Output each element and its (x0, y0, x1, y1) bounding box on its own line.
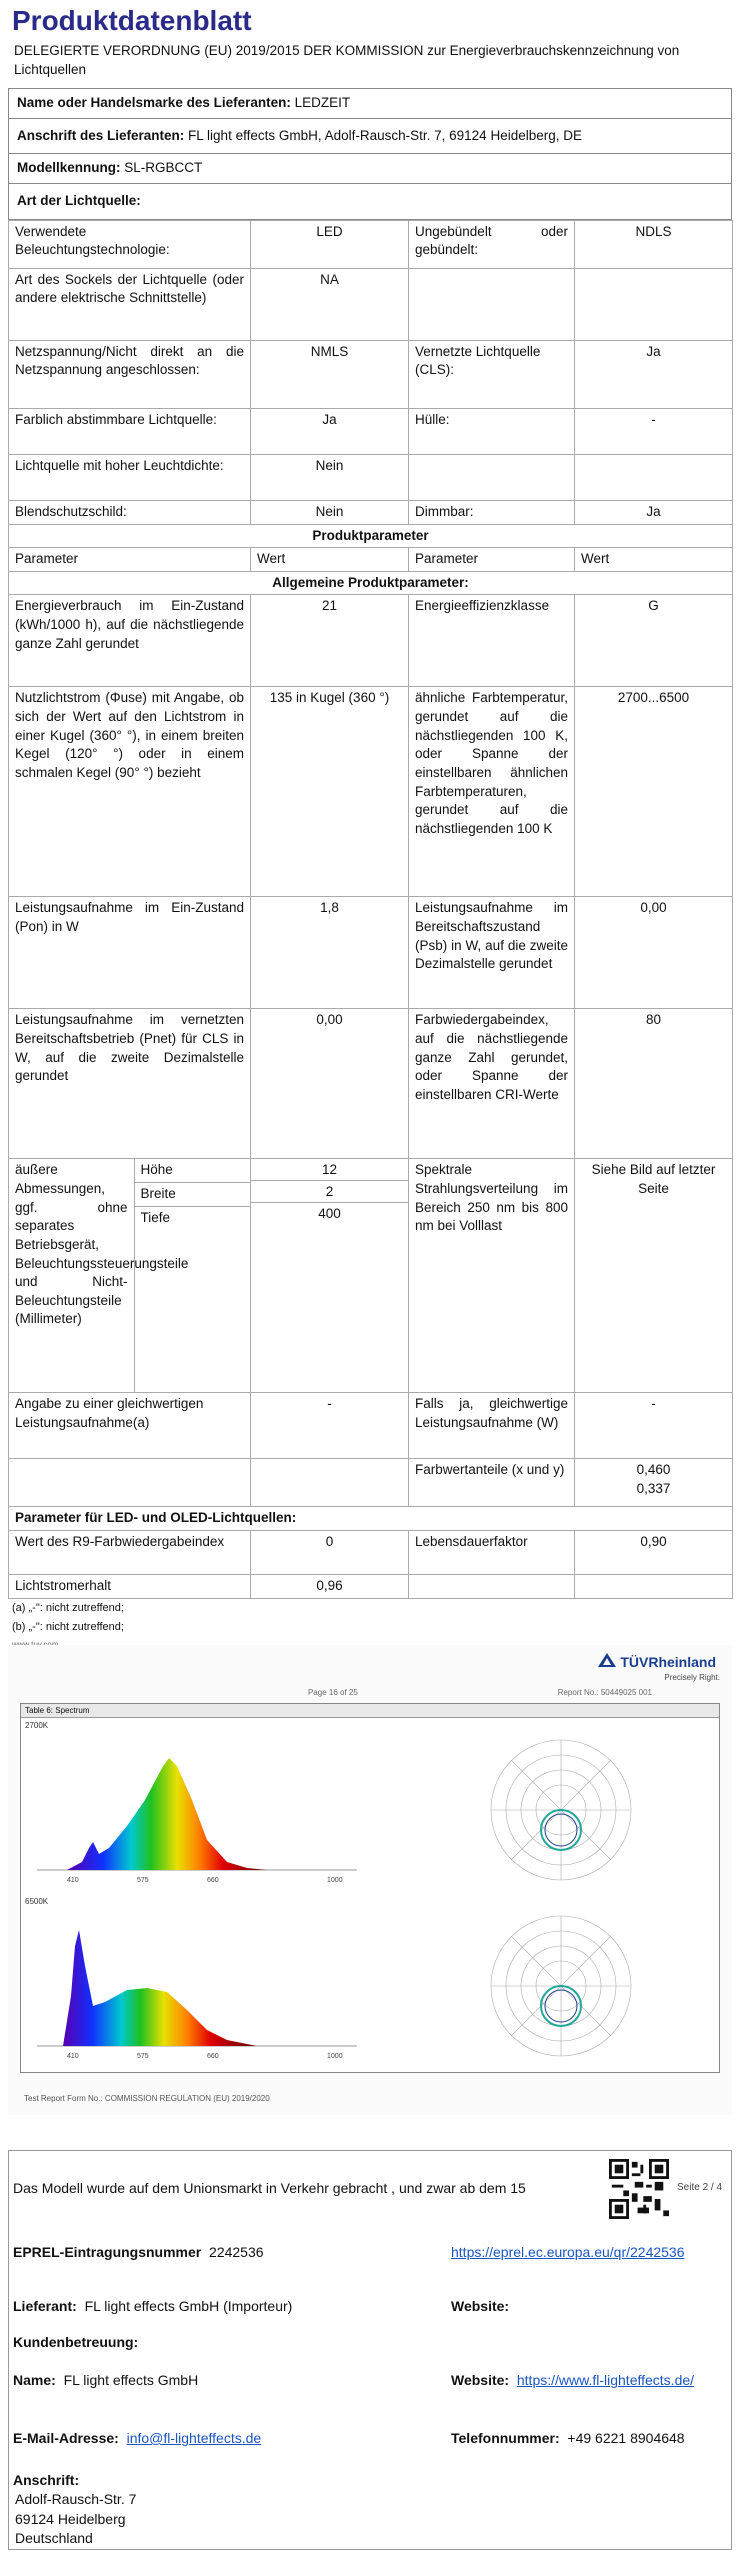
address-line-2: 69124 Heidelberg (15, 2510, 126, 2527)
section-heading: Produktparameter (9, 524, 733, 548)
cell-label: Hülle: (409, 408, 575, 454)
cell-value: G (575, 595, 733, 687)
cell-value: - (251, 1393, 409, 1459)
cell-value: Siehe Bild auf letzter Seite (575, 1159, 733, 1393)
page-subtitle: DELEGIERTE VERORDNUNG (EU) 2019/2015 DER KOMMISSION zur Energieverbrauchskennzeichnung von Lichtquellen (14, 43, 680, 77)
cell-label (409, 454, 575, 500)
dimensions-table (9, 1159, 251, 1392)
table-row (9, 1530, 733, 1574)
column-header: Wert (251, 548, 409, 572)
cell-label: Lebensdauerfaktor (409, 1530, 575, 1574)
cell-empty (575, 1574, 733, 1598)
table-row (9, 897, 733, 1009)
website2-link[interactable]: https://www.fl-lighteffects.de/ (516, 2372, 695, 2388)
cell-empty (251, 1459, 409, 1507)
website-line (451, 2297, 509, 2316)
spectrum-title: Table 6: Spectrum (21, 1704, 719, 1718)
cell-value: Nein (251, 500, 409, 524)
report-footer: Test Report Form No.: COMMISSION REGULATION (EU) 2019/2020 (24, 2094, 270, 2103)
cell-value: NA (251, 268, 409, 340)
height-label: Höhe (134, 1159, 251, 1182)
cell-value: 0,00 (575, 897, 733, 1009)
table-row (9, 524, 733, 548)
spectrum-chart-6500k (27, 1906, 367, 2068)
light-source-section (8, 184, 732, 220)
column-header: Parameter (9, 548, 251, 572)
cell-value: Ja (575, 340, 733, 408)
cell-empty (409, 1574, 575, 1598)
cell-label: Farbwertanteile (x und y) (409, 1459, 575, 1507)
report-page: Page 16 of 25 (308, 1688, 358, 1697)
table-row (9, 687, 733, 897)
cell-value: 1,8 (251, 897, 409, 1009)
table-row (9, 595, 733, 687)
table-row (9, 1393, 733, 1459)
email-link[interactable]: info@fl-lighteffects.de (126, 2430, 262, 2446)
support-line (13, 2333, 138, 2352)
eprel-reg-label: EPREL-Eintragungsnummer (13, 2244, 202, 2260)
tuv-logo (598, 1651, 720, 1683)
table-row (9, 1459, 733, 1507)
table-row (9, 548, 733, 572)
cell-value: - (575, 408, 733, 454)
cell-value (575, 268, 733, 340)
spectrum-table (20, 1703, 720, 2073)
phone-value: +49 6221 8904648 (567, 2430, 685, 2446)
cell-value: LED (251, 220, 409, 268)
cell-value: - (575, 1393, 733, 1459)
page-number: Seite 2 / 4 (677, 2182, 723, 2193)
cell-label: ähnliche Farbtemperatur, gerundet auf die nächstliegenden 100 K, oder Spanne der einstellbaren ähnlichen Farbtemperaturen, gerundet auf die nächstliegenden 100 K (409, 687, 575, 897)
cell-value: 2700...6500 (575, 687, 733, 897)
report-header (8, 1645, 732, 1687)
polar-diagram-2700k (461, 1730, 661, 1890)
phone-line (451, 2429, 685, 2448)
support-label: Kundenbetreuung: (13, 2334, 139, 2350)
column-header: Wert (575, 548, 733, 572)
x-tick: 660 (207, 1877, 219, 1884)
cell-value: 0 (251, 1530, 409, 1574)
cell-value (575, 454, 733, 500)
table-row (9, 408, 733, 454)
qr-code-icon[interactable] (609, 2159, 669, 2219)
footnote-a: (a) „-": nicht zutreffend; (12, 1601, 124, 1614)
model-label: Modellkennung: (17, 160, 121, 176)
x-tick: 575 (137, 2053, 149, 2060)
name-label: Name: (13, 2372, 56, 2388)
cell-label (409, 268, 575, 340)
dimensions-row (9, 1159, 733, 1393)
cell-label: Leistungsaufnahme im Ein-Zustand (Pon) in W (9, 897, 251, 1009)
website2-label: Website: (451, 2372, 510, 2388)
table-row (9, 220, 733, 268)
cell-label: Lichtstromerhalt (9, 1574, 251, 1598)
address-line-3: Deutschland (15, 2529, 93, 2546)
eprel-reg-value: 2242536 (209, 2244, 264, 2260)
chromaticity-y: 0,337 (636, 1480, 671, 1496)
x-tick: 410 (67, 2053, 79, 2060)
test-report-page (8, 1645, 732, 2115)
address-label: Anschrift: (13, 2472, 80, 2488)
supplier-name-row (8, 88, 732, 119)
address-line-1: Adolf-Rausch-Str. 7 (15, 2491, 137, 2508)
report-number: Report No.: 50449025 001 (557, 1688, 652, 1697)
cell-label: Ungebündelt oder gebündelt: (409, 220, 575, 268)
light-source-table (8, 220, 733, 1599)
cell-value: 80 (575, 1009, 733, 1159)
model-value: SL-RGBCCT (124, 160, 203, 176)
cell-label: Leistungsaufnahme im vernetzten Bereitschaftsbetrieb (Pnet) für CLS in W, auf die zweite Dezimalstelle gerundet (9, 1009, 251, 1159)
tuv-triangle-icon (598, 1653, 616, 1667)
cell-value: NMLS (251, 340, 409, 408)
dimensions-values (251, 1159, 409, 1393)
supplier-line (13, 2297, 292, 2316)
cell-empty (9, 1459, 251, 1507)
cell-label: Netzspannung/Nicht direkt an die Netzspannung angeschlossen: (9, 340, 251, 408)
eprel-box (8, 2150, 732, 2550)
table-row (9, 571, 733, 595)
supplier-name-value: LEDZEIT (294, 95, 351, 110)
cell-value: NDLS (575, 220, 733, 268)
depth-value: 400 (318, 1206, 341, 1222)
cell-label: Energieverbrauch im Ein-Zustand (kWh/1000 h), auf die nächstliegende ganze Zahl gerundet (9, 595, 251, 687)
address-block (13, 2471, 136, 2548)
cell-label: Falls ja, gleichwertige Leistungsaufnahme (W) (409, 1393, 575, 1459)
report-meta (8, 1687, 732, 1700)
supplier-name-label: Name oder Handelsmarke des Lieferanten: (17, 95, 291, 110)
dimensions-cell (9, 1159, 251, 1393)
cell-label: Wert des R9-Farbwiedergabeindex (9, 1530, 251, 1574)
panel-label-6500k: 6500K (25, 1897, 49, 1906)
x-tick: 1000 (327, 2053, 343, 2060)
eprel-link[interactable]: https://eprel.ec.europa.eu/qr/2242536 (451, 2244, 685, 2260)
section-heading: Allgemeine Produktparameter: (9, 571, 733, 595)
table-row (9, 340, 733, 408)
panel-label-2700k: 2700K (25, 1721, 49, 1730)
height-value: 12 (251, 1159, 408, 1181)
spectrum-chart-2700k (27, 1730, 367, 1892)
x-tick: 1000 (327, 1877, 343, 1884)
table-row (9, 500, 733, 524)
table-row (9, 268, 733, 340)
cell-label: Angabe zu einer gleichwertigen Leistungsaufnahme(a) (9, 1393, 251, 1459)
table-row (9, 454, 733, 500)
cell-value: Ja (251, 408, 409, 454)
cell-label: Farblich abstimmbare Lichtquelle: (9, 408, 251, 454)
chromaticity-x: 0,460 (636, 1462, 671, 1478)
cell-label: Dimmbar: (409, 500, 575, 524)
x-tick: 660 (207, 2053, 219, 2060)
depth-label: Tiefe (140, 1209, 171, 1225)
email-label: E-Mail-Adresse: (13, 2430, 119, 2446)
supplier-value: FL light effects GmbH (Importeur) (84, 2298, 293, 2314)
website-label: Website: (451, 2298, 510, 2314)
email-line (13, 2429, 261, 2448)
cell-label: Verwendete Beleuchtungstechnologie: (9, 220, 251, 268)
light-source-heading: Art der Lichtquelle: (17, 192, 141, 208)
cell-label: Blendschutzschild: (9, 500, 251, 524)
cell-value: 0,00 (251, 1009, 409, 1159)
website2-line (451, 2371, 727, 2390)
footnote-b: (b) „-": nicht zutreffend; (12, 1620, 124, 1633)
table-row (9, 1507, 733, 1531)
section-heading: Parameter für LED- und OLED-Lichtquellen: (9, 1507, 733, 1531)
phone-label: Telefonnummer: (451, 2430, 560, 2446)
supplier-address-value: FL light effects GmbH, Adolf-Rausch-Str. 7, 69124 Heidelberg, DE (188, 127, 582, 143)
tuv-tagline: Precisely Right. (664, 1672, 720, 1682)
cell-label: Nutzlichtstrom (Φuse) mit Angabe, ob sich der Wert auf den Lichtstrom in einer Kugel (360° °), in einem breiten Kegel (120° °) oder in einem schmalen Kegel (90° °) bezieht (9, 687, 251, 897)
product-datasheet (8, 0, 732, 1652)
cell-label: Leistungsaufnahme im Bereitschaftszustand (Psb) in W, auf die zweite Dezimalstelle gerundet (409, 897, 575, 1009)
name-line (13, 2371, 198, 2390)
column-header: Parameter (409, 548, 575, 572)
supplier-address-row (8, 119, 732, 155)
tuv-name: TÜVRheinland (620, 1653, 716, 1670)
width-label: Breite (134, 1183, 251, 1207)
cell-value: Nein (251, 454, 409, 500)
cell-label: Vernetzte Lichtquelle (CLS): (409, 340, 575, 408)
market-text: Das Modell wurde auf dem Unionsmarkt in Verkehr gebracht , und zwar ab dem 15 (13, 2180, 526, 2196)
page-title: Produktdatenblatt (12, 5, 252, 36)
name-value: FL light effects GmbH (63, 2372, 199, 2388)
cell-value: 0,96 (251, 1574, 409, 1598)
supplier-label: Lieferant: (13, 2298, 77, 2314)
table-row (9, 1009, 733, 1159)
cell-value: 135 in Kugel (360 °) (251, 687, 409, 897)
eprel-reg (13, 2243, 264, 2262)
table-row (9, 1574, 733, 1598)
model-row (8, 154, 732, 184)
x-tick: 575 (137, 1877, 149, 1884)
supplier-address-label: Anschrift des Lieferanten: (17, 127, 185, 143)
x-tick: 410 (67, 1877, 79, 1884)
cell-label: Lichtquelle mit hoher Leuchtdichte: (9, 454, 251, 500)
cell-value: 21 (251, 595, 409, 687)
dimensions-label: äußere Abmessungen, ggf. ohne separates Betriebsgerät, Beleuchtungssteuerungsteile und Nicht-Beleuchtungsteile (Millimeter) (9, 1159, 134, 1392)
cell-value: Ja (575, 500, 733, 524)
cell-label: Art des Sockels der Lichtquelle (oder andere elektrische Schnittstelle) (9, 268, 251, 340)
cell-label: Spektrale Strahlungsverteilung im Bereich 250 nm bis 800 nm bei Volllast (409, 1159, 575, 1393)
chromaticity-values (575, 1459, 733, 1507)
cell-label: Energieeffizienzklasse (409, 595, 575, 687)
width-value: 2 (251, 1181, 408, 1203)
polar-diagram-6500k (461, 1906, 661, 2066)
cell-label: Farbwiedergabeindex, auf die nächstliegende ganze Zahl gerundet, oder Spanne der einstellbaren CRI-Werte (409, 1009, 575, 1159)
cell-value: 0,90 (575, 1530, 733, 1574)
